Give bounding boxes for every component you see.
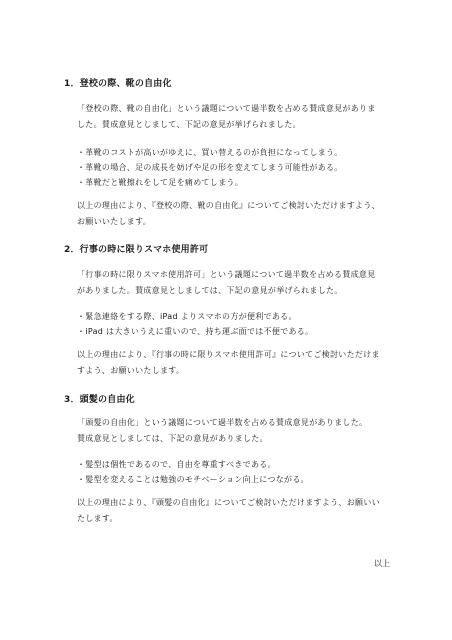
section-1-intro [77,101,377,133]
section-2-bullet-1: ・緊急連絡をする際、iPad よりスマホの方が便利である。 [77,312,297,321]
section-1-conclusion [77,198,380,230]
closing-mark: 以上 [374,559,390,568]
section-1-conclusion-line-1: 以上の理由により、『登校の際、靴の自由化』についてご検討いただけますよう、 [77,201,380,210]
section-1-bullets [77,145,377,190]
section-2-intro-line-2: がありました。賛成意見としましては、下記の意見が挙げられました。 [77,286,343,295]
section-1-intro-line-2: した。賛成意見としまして、下記の意見が挙げられました。 [77,120,301,129]
section-3-conclusion-line-1: 以上の理由により、『頭髪の自由化』についてご検討いただけますよう、お願いい [77,498,380,507]
section-2-conclusion [77,347,380,379]
section-1-intro-line-1: 「登校の際、靴の自由化」という議題について過半数を占める賛成意見がありま [77,104,376,113]
section-3-conclusion-line-2: たします。 [77,514,118,523]
section-2-intro [77,267,377,299]
section-2-bullet-2: ・iPad は大きいうえに重いので、持ち運ぶ面では不便である。 [77,327,314,336]
section-2-intro-line-1: 「行事の時に限りスマホ使用許可」という議題について過半数を占める賛成意見 [77,270,376,279]
section-3-bullets [77,457,377,487]
section-3-intro-line-2: 賛成意見としましては、下記の意見がありました。 [77,434,268,443]
section-1-bullet-2: ・革靴の場合、足の成長を妨げや足の形を変えてしまう可能性がある。 [77,163,343,172]
section-2-bullets [77,309,377,339]
section-3-heading: 3．頭髪の自由化 [64,395,135,405]
section-3-intro [77,415,377,447]
section-3-intro-line-1: 「頭髪の自由化」という議題について過半数を占める賛成意見がありました。 [77,418,368,427]
section-3-bullet-1: ・髪型は個性であるので、自由を尊重すべきである。 [77,460,276,469]
section-1-bullet-1: ・革靴のコストが高いがゆえに、買い替えるのが負担になってしまう。 [77,148,343,157]
section-1-heading: 1．登校の際、靴の自由化 [64,79,172,89]
section-3-bullet-2: ・髪型を変えることは勉強のモチベーション向上につながる。 [77,475,309,484]
section-2-conclusion-line-2: すよう、お願いいたします。 [77,366,185,375]
section-1-conclusion-line-2: お願いいたします。 [77,217,152,226]
section-2-heading: 2．行事の時に限りスマホ使用許可 [64,245,209,255]
section-2-conclusion-line-1: 以上の理由により、『行事の時に限りスマホ使用許可』についてご検討いただけま [77,350,380,359]
section-3-conclusion [77,495,380,527]
section-1-bullet-3: ・革靴だと靴擦れをして足を痛めてしまう。 [77,178,243,187]
